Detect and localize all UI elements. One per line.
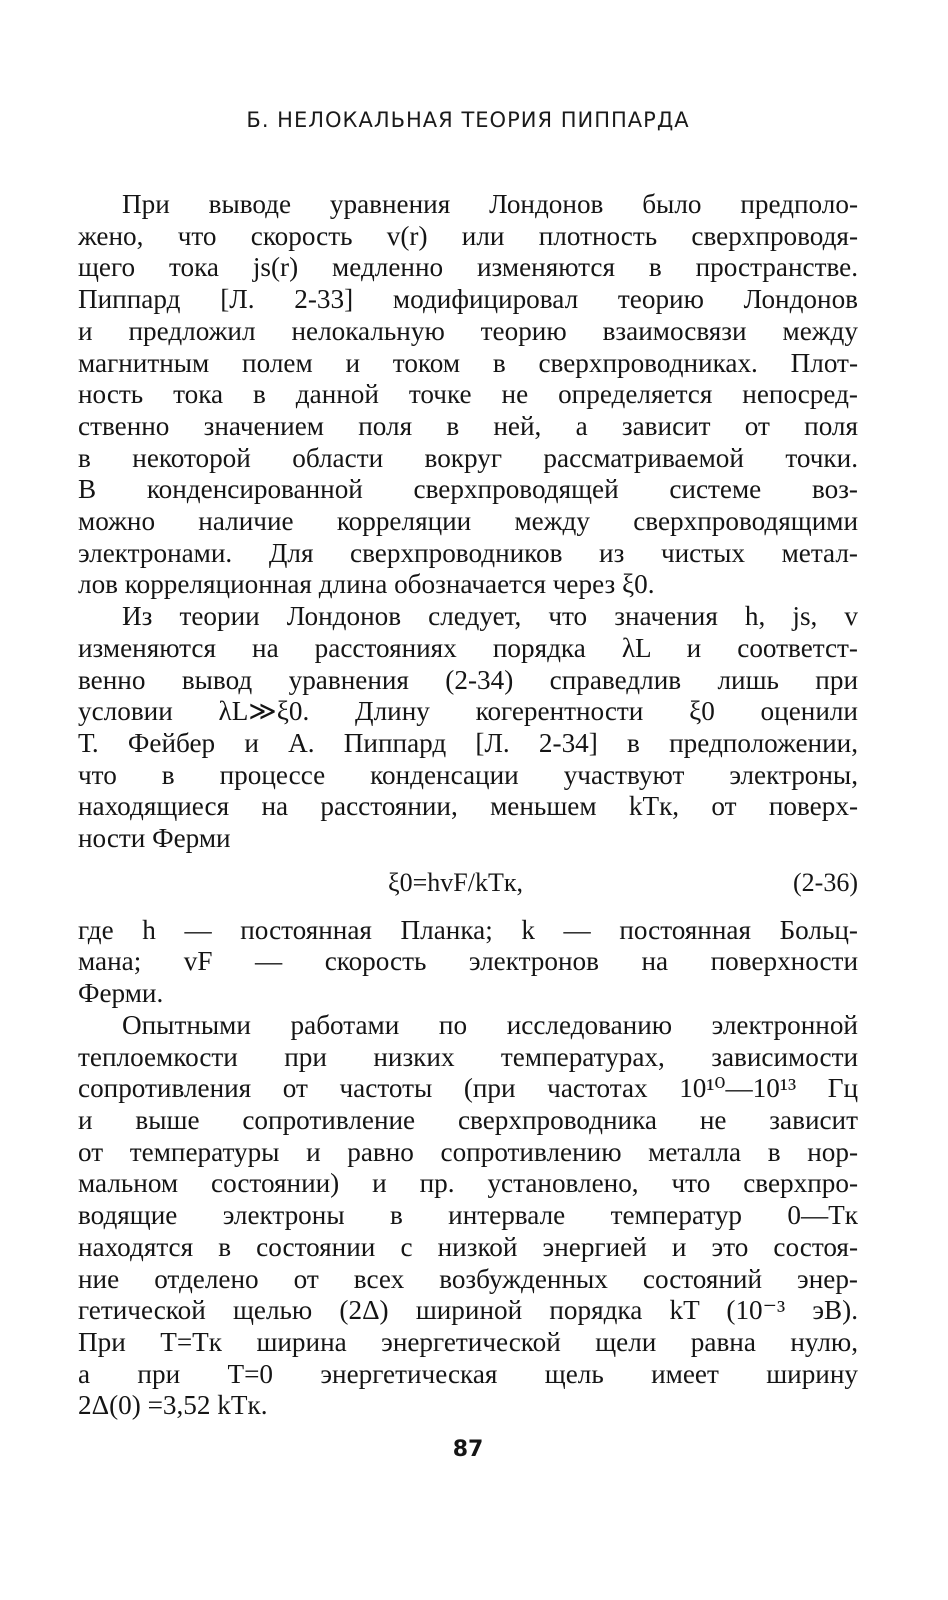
text-line: ственно значением поля в ней, а зависит от поля xyxy=(78,410,858,441)
text-line: При T=Tк ширина энергетической щели равна нулю, xyxy=(78,1326,858,1357)
text-line: мана; vF — скорость электронов на поверхности xyxy=(78,946,858,977)
text-line: Пиппард [Л. 2-33] модифицировал теорию Лондонов xyxy=(78,284,858,315)
text-line: венно вывод уравнения (2-34) справедлив лишь при xyxy=(78,664,858,695)
paragraph-1 xyxy=(78,189,858,601)
text-line: гетической щелью (2Δ) шириной порядка kT (10⁻³ эВ). xyxy=(78,1295,858,1326)
text-line: Т. Фейбер и А. Пиппард [Л. 2-34] в предположении, xyxy=(78,727,858,758)
formula: ξ0=hvF/kTк, xyxy=(388,867,523,897)
text-line: и предложил нелокальную теорию взаимосвязи между xyxy=(78,315,858,346)
text-line: Из теории Лондонов следует, что значения h, js, v xyxy=(122,601,858,632)
text-line: щего тока js(r) медленно изменяются в пространстве. xyxy=(78,252,858,283)
text-line: В конденсированной сверхпроводящей системе воз- xyxy=(78,474,858,505)
text-line: мальном состоянии) и пр. установлено, что сверхпро- xyxy=(78,1168,858,1199)
equation-number: (2-36) xyxy=(793,867,858,897)
text-line: ности Ферми xyxy=(78,823,231,854)
book-page xyxy=(78,0,858,1600)
text-line: ние отделено от всех возбужденных состояний энер- xyxy=(78,1263,858,1294)
text-line: лов корреляционная длина обозначается через ξ0. xyxy=(78,569,655,600)
text-line: сопротивления от частоты (при частотах 10¹⁰—10¹³ Гц xyxy=(78,1073,858,1104)
text-line: от температуры и равно сопротивлению металла в нор- xyxy=(78,1136,858,1167)
text-line: изменяются на расстояниях порядка λL и соответст- xyxy=(78,632,858,663)
formula-row xyxy=(78,855,858,915)
text-line: ность тока в данной точке не определяется непосред- xyxy=(78,379,858,410)
text-line: жено, что скорость v(r) или плотность сверхпроводя- xyxy=(78,220,858,251)
paragraph-3 xyxy=(78,915,858,1010)
text-line: в некоторой области вокруг рассматриваемой точки. xyxy=(78,442,858,473)
text-line: Опытными работами по исследованию электронной xyxy=(122,1009,858,1040)
section-heading: Б. НЕЛОКАЛЬНАЯ ТЕОРИЯ ПИППАРДА xyxy=(246,108,690,132)
body-text xyxy=(78,189,858,1422)
paragraph-2 xyxy=(78,601,858,855)
text-line: где h — постоянная Планка; k — постоянная Больц- xyxy=(78,914,858,945)
text-line: магнитным полем и током в сверхпроводниках. Плот- xyxy=(78,347,858,378)
text-line: теплоемкости при низких температурах, зависимости xyxy=(78,1041,858,1072)
page-number: 87 xyxy=(452,1437,484,1462)
text-line: При выводе уравнения Лондонов было предполо- xyxy=(122,189,858,219)
paragraph-4 xyxy=(78,1010,858,1422)
text-line: и выше сопротивление сверхпроводника не зависит xyxy=(78,1104,858,1135)
text-line: а при T=0 энергетическая щель имеет ширину xyxy=(78,1358,858,1389)
text-line: Ферми. xyxy=(78,978,164,1009)
text-line: условии λL≫ξ0. Длину когерентности ξ0 оценили xyxy=(78,696,858,727)
text-line: можно наличие корреляции между сверхпроводящими xyxy=(78,506,858,537)
text-line: 2Δ(0) =3,52 kTк. xyxy=(78,1390,268,1421)
text-line: электронами. Для сверхпроводников из чистых метал- xyxy=(78,537,858,568)
text-line: водящие электроны в интервале температур 0—Tк xyxy=(78,1200,858,1231)
text-line: находятся в состоянии с низкой энергией и это состоя- xyxy=(78,1231,858,1262)
text-line: находящиеся на расстоянии, меньшем kTк, от поверх- xyxy=(78,791,858,822)
text-line: что в процессе конденсации участвуют электроны, xyxy=(78,759,858,790)
